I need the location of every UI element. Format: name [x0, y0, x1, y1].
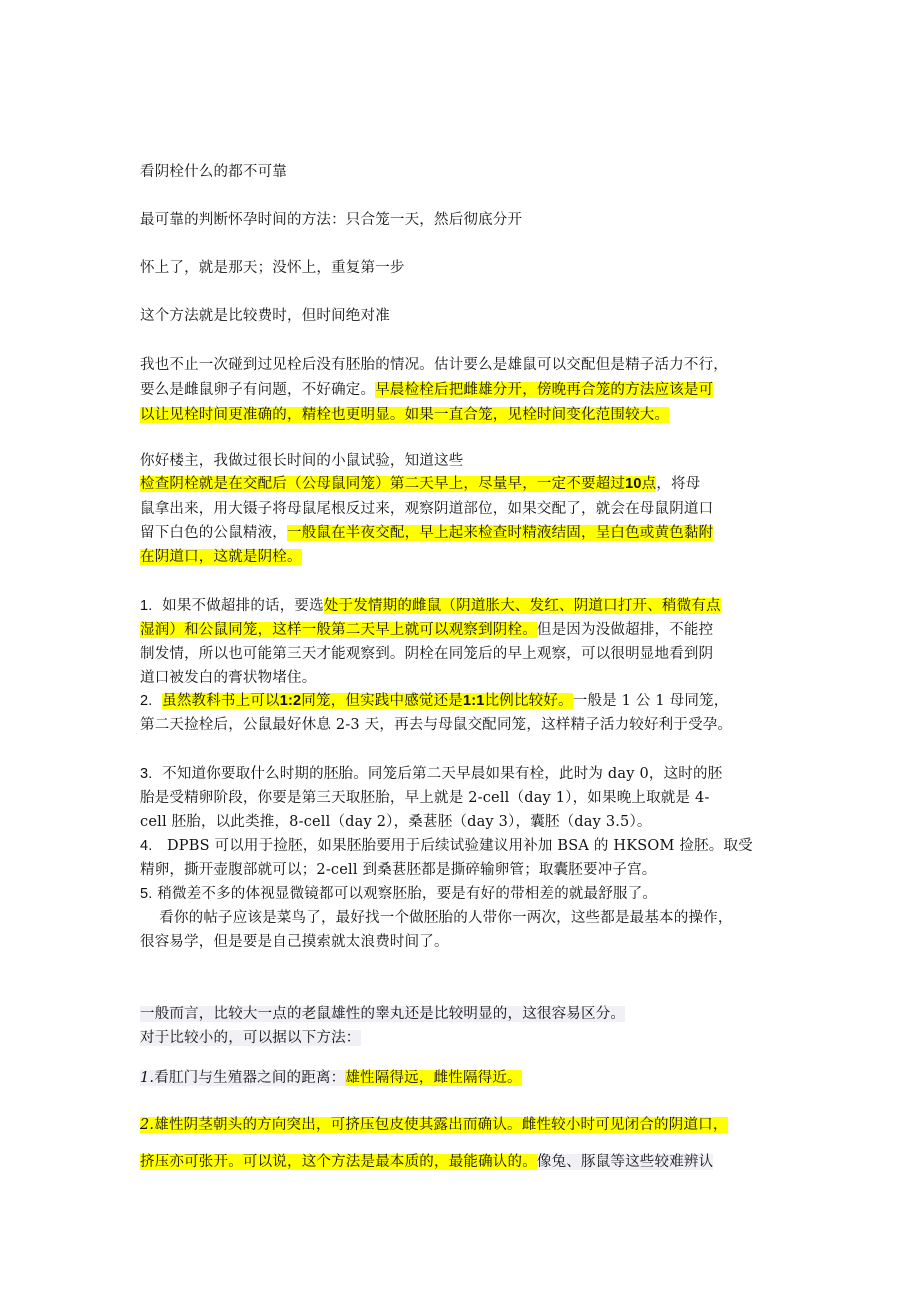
highlighted-text: 检查阴栓就是在交配后（公母鼠同笼）第二天早上，尽量早，一定不要超过: [140, 476, 626, 492]
text: 制发情，所以也可能第三天才能观察到。阴栓在同笼后的早上观察，可以很明显地看到阴: [140, 646, 714, 662]
paragraph-line: [140, 378, 713, 402]
list-item-line: [140, 594, 721, 618]
text: 最可靠的判断怀孕时间的方法：只合笼一天，然后彻底分开: [140, 212, 523, 228]
list-item-line: [140, 618, 713, 642]
highlighted-text: 虽然教科书上可以: [162, 693, 280, 709]
list-number: 4.: [140, 838, 153, 854]
paragraph-line: [140, 353, 728, 377]
method-line: [140, 1066, 522, 1090]
text: 这个方法就是比较费时，但时间绝对准: [140, 308, 390, 324]
paragraph: [140, 208, 522, 232]
text: 看你的帖子应该是菜鸟了，最好找一个做胚胎的人带你一两次，这些都是最基本的操作，: [159, 910, 733, 926]
list-item-line: [140, 882, 657, 906]
highlighted-text: 以让见栓时间更准确的，精栓也更明显。如果一直合笼，见栓时间变化范围较大。: [140, 407, 670, 423]
highlighted-text: 处于发情期的雌鼠（阴道胀大、发红、阴道口打开、稍微有点: [323, 598, 721, 614]
text: 一般是 1 公 1 母同笼，: [572, 693, 729, 709]
list-number: 2.: [140, 693, 153, 709]
paragraph: [140, 160, 287, 184]
list-number: 1.: [140, 1070, 155, 1086]
list-item-line: [140, 762, 722, 786]
text: 但是因为没做超排，不能控: [536, 622, 714, 638]
highlighted-text: 比例比较好。: [484, 693, 573, 709]
text: 稍微差不多的体视显微镜都可以观察胚胎，要是有好的带相差的就最舒服了。: [157, 886, 658, 902]
highlighted-ratio: 1:1: [463, 693, 485, 709]
text: 我也不止一次碰到过见栓后没有胚胎的情况。估计要么是雄鼠可以交配但是精子活力不行，: [140, 357, 728, 373]
shaded-text: 对于比较小的，可以据以下方法：: [140, 1030, 361, 1046]
text: 如果不做超排的话，要选: [162, 598, 324, 614]
text: 要么是雌鼠卵子有问题，不好确定。: [140, 382, 376, 398]
highlighted-text: 早晨检栓后把雌雄分开，傍晚再合笼的方法应该是可: [375, 382, 714, 398]
shaded-text: 像兔、豚鼠等这些较难辨认: [536, 1154, 714, 1170]
list-item-line: [140, 642, 713, 666]
highlighted-text: 雄性阴茎朝头的方向突出，可挤压包皮使其露出而确认。雌性较小时可见闭合的阴道口，: [154, 1117, 728, 1133]
paragraph-line: [140, 472, 700, 496]
text: 留下白色的公鼠精液，: [140, 525, 287, 541]
list-number: 1.: [140, 598, 153, 614]
paragraph-line: [140, 521, 713, 545]
list-item-line: [140, 906, 733, 930]
paragraph-line: [140, 1002, 625, 1026]
paragraph: [140, 304, 390, 328]
highlighted-text: 在阴道口，这就是阴栓。: [140, 549, 302, 565]
text: 你好楼主，我做过很长时间的小鼠试验，知道这些: [140, 453, 464, 469]
list-item-line: [140, 810, 652, 834]
text: cell 胚胎，以此类推，8-cell（day 2），桑葚胚（day 3），囊胚（day 3.5）。: [140, 814, 652, 830]
list-item-line: [140, 713, 732, 737]
paragraph-line: [140, 545, 302, 569]
text: 精卵，撕开壶腹部就可以；2-cell 到桑葚胚都是撕碎输卵管；取囊胚要冲子宫。: [140, 862, 657, 878]
shaded-text: 看肛门与生殖器之间的距离：: [154, 1070, 346, 1086]
list-item-line: [140, 666, 316, 690]
highlighted-text: 湿润）和公鼠同笼，这样一般第二天早上就可以观察到阴栓。: [140, 622, 537, 638]
method-line: [140, 1113, 728, 1137]
paragraph-line: [140, 497, 713, 521]
list-item-line: [140, 858, 657, 882]
method-line: [140, 1150, 713, 1174]
paragraph-line: [140, 403, 669, 427]
list-item-line: [140, 930, 449, 954]
text: 第二天捡栓后，公鼠最好休息 2-3 天，再去与母鼠交配同笼，这样精子活力较好利于受孕。: [140, 717, 733, 733]
list-item-line: [140, 786, 710, 810]
list-number: 3.: [140, 766, 153, 782]
text: ，将母: [656, 476, 701, 492]
text: 怀上了，就是那天；没怀上，重复第一步: [140, 260, 405, 276]
highlighted-text: 雄性隔得远，雌性隔得近。: [345, 1070, 522, 1086]
paragraph: [140, 256, 405, 280]
highlighted-text: 一般鼠在半夜交配，早上起来检查时精液结固，呈白色或黄色黏附: [287, 525, 714, 541]
text: 胎是受精卵阶段，你要是第三天取胚胎，早上就是 2-cell（day 1），如果晚上取就是 4-: [140, 790, 710, 806]
text: 看阴栓什么的都不可靠: [140, 164, 287, 180]
list-number: 2.: [140, 1117, 155, 1133]
highlighted-text: 同笼，但实践中感觉还是: [301, 693, 463, 709]
list-item-line: [140, 689, 728, 713]
text: 道口被发白的膏状物堵住。: [140, 670, 317, 686]
list-item-line: [140, 834, 753, 858]
highlighted-number: 10: [625, 476, 642, 492]
text: 鼠拿出来，用大镊子将母鼠尾根反过来，观察阴道部位，如果交配了，就会在母鼠阴道口: [140, 501, 714, 517]
paragraph-line: [140, 449, 463, 473]
text: 不知道你要取什么时期的胚胎。同笼后第二天早晨如果有栓，此时为 day 0，这时的胚: [162, 766, 723, 782]
highlighted-text: 挤压亦可张开。可以说，这个方法是最本质的，最能确认的。: [140, 1154, 537, 1170]
highlighted-text: 点: [641, 476, 657, 492]
list-number: 5.: [140, 886, 153, 902]
text: DPBS 可以用于捡胚，如果胚胎要用于后续试验建议用补加 BSA 的 HKSOM 捡胚。取受: [166, 838, 753, 854]
shaded-text: 一般而言，比较大一点的老鼠雄性的睾丸还是比较明显的，这很容易区分。: [140, 1006, 626, 1022]
paragraph-line: [140, 1026, 361, 1050]
text: 很容易学，但是要是自己摸索就太浪费时间了。: [140, 934, 449, 950]
highlighted-ratio: 1:2: [279, 693, 302, 709]
